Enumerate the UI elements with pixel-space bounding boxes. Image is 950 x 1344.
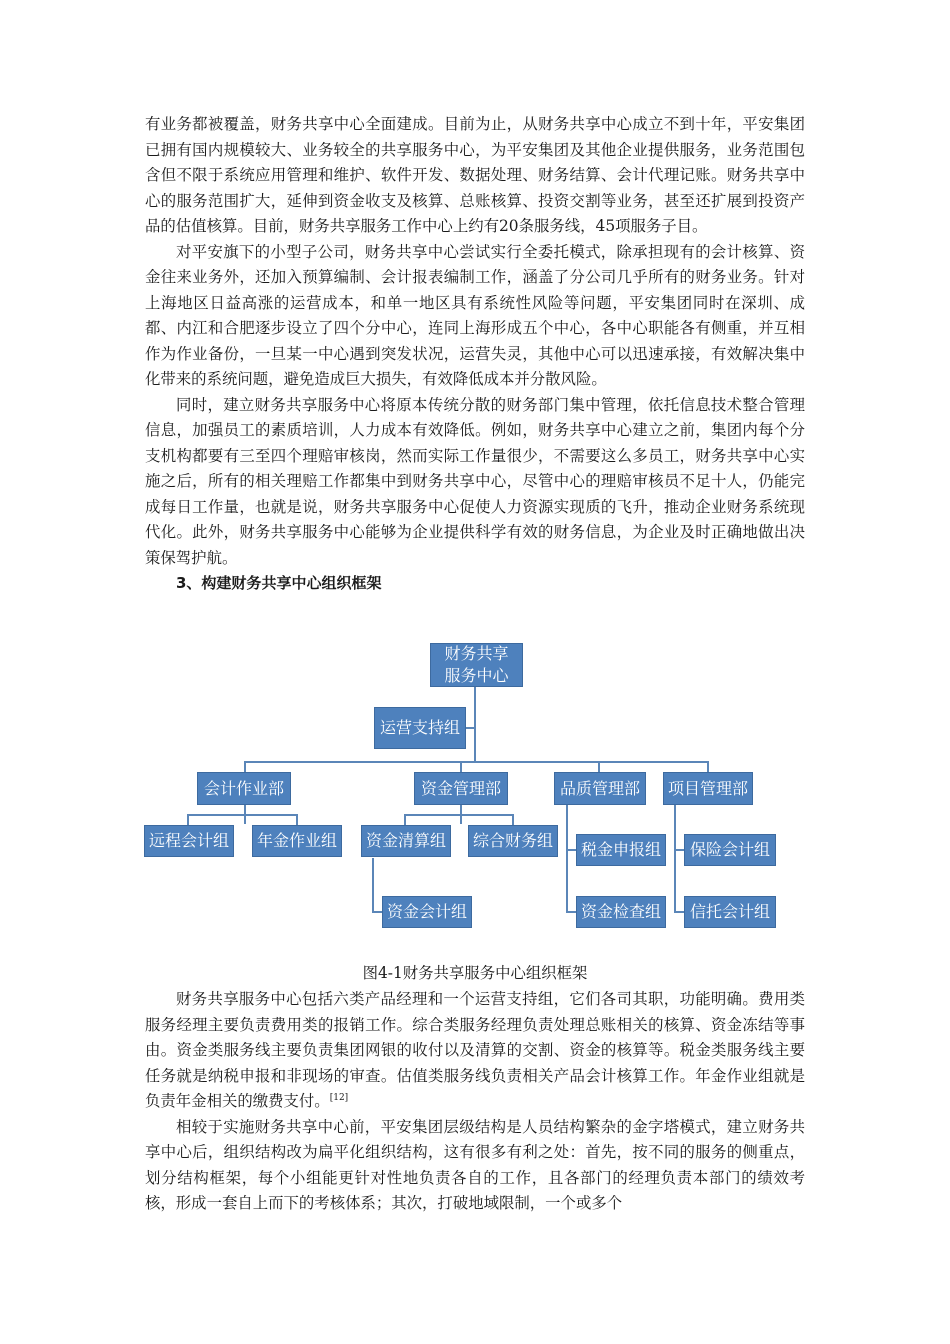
- paragraph-4-text: 财务共享服务中心包括六类产品经理和一个运营支持组，它们各司其职，功能明确。费用类服务经理主要负责费用类的报销工作。综合类服务经理负责处理总账相关的核算、资金冻结等事由。资金类服务线主要负责集团网银的收付以及清算的交割、资金的核算等。税金类服务线主要任务就是纳税申报和非现场的审查。估值类服务线负责相关产品会计核算工作。年金作业组就是负责年金相关的缴费支付。: [145, 990, 805, 1110]
- connector-line: [372, 911, 382, 913]
- org-node-quality-dept: 品质管理部: [554, 772, 646, 805]
- connector-line: [512, 814, 514, 825]
- org-node-general-finance: 综合财务组: [468, 825, 558, 857]
- connector-line: [404, 814, 514, 816]
- paragraph-3: 同时，建立财务共享服务中心将原本传统分散的财务部门集中管理，依托信息技术整合管理信息，加强员工的素质培训，人力成本有效降低。例如，财务共享中心建立之前，集团内每个分支机构都要有三至四个理赔审核岗，然而实际工作量很少，不需要这么多员工，财务共享中心实施之后，所有的相关理赔工作都集中到财务共享中心，尽管中心的理赔审核员不足十人，仍能完成每日工作量，也就是说，财务共享服务中心促使人力资源实现质的飞升，推动企业财务系统现代化。此外，财务共享服务中心能够为企业提供科学有效的财务信息，为企业及时正确地做出决策保驾护航。: [145, 395, 805, 567]
- org-node-trust-accounting: 信托会计组: [684, 896, 776, 928]
- body-text-top: [145, 112, 805, 597]
- connector-line: [244, 761, 708, 763]
- connector-line: [372, 858, 374, 912]
- connector-line: [474, 686, 476, 762]
- org-chart: [140, 640, 800, 940]
- connector-line: [296, 814, 298, 825]
- citation-ref[interactable]: [12]: [329, 1092, 349, 1103]
- org-node-root: 财务共享服务中心: [430, 643, 523, 687]
- org-node-remote-accounting: 远程会计组: [144, 825, 234, 857]
- connector-line: [566, 849, 576, 851]
- org-node-accounting-dept: 会计作业部: [197, 772, 291, 805]
- paragraph-5: 相较于实施财务共享中心前，平安集团层级结构是人员结构繁杂的金字塔模式，建立财务共享中心后，组织结构改为扁平化组织结构，这有很多有利之处：首先，按不同的服务的侧重点，划分结构框架，每个小组能更针对性地负责各自的工作，且各部门的经理负责本部门的绩效考核，形成一套自上而下的考核体系；其次，打破地域限制，一个或多个: [145, 1117, 805, 1212]
- connector-line: [674, 911, 684, 913]
- connector-line: [707, 761, 709, 772]
- org-node-funds-accounting: 资金会计组: [382, 896, 472, 928]
- connector-line: [187, 814, 189, 825]
- paragraph-4: [145, 987, 805, 1115]
- org-node-clearing: 资金清算组: [361, 825, 451, 857]
- org-node-project-dept: 项目管理部: [663, 772, 753, 805]
- connector-line: [187, 814, 298, 816]
- org-node-tax-filing: 税金申报组: [576, 834, 666, 866]
- paragraph-2: 对平安旗下的小型子公司，财务共享中心尝试实行全委托模式，除承担现有的会计核算、资金往来业务外，还加入预算编制、会计报表编制工作，涵盖了分公司几乎所有的财务业务。针对上海地区日益高涨的运营成本，和单一地区具有系统性风险等问题，平安集团同时在深圳、成都、内江和合肥逐步设立了四个分中心，连同上海形成五个中心，各中心职能各有侧重，并互相作为作业备份，一旦某一中心遇到突发状况，运营失灵，其他中心可以迅速承接，有效解决集中化带来的系统问题，避免造成巨大损失，有效降低成本并分散风险。: [145, 242, 805, 388]
- connector-line: [674, 849, 684, 851]
- connector-line: [566, 911, 576, 913]
- org-node-insurance-accounting: 保险会计组: [684, 834, 776, 866]
- paragraph-1: 有业务都被覆盖，财务共享中心全面建成。目前为止，从财务共享中心成立不到十年，平安集团已拥有国内规模较大、业务较全的共享服务中心，为平安集团及其他企业提供服务，业务范围包含但不限于系统应用管理和维护、软件开发、数据处理、财务结算、会计代理记账。财务共享中心的服务范围扩大，延伸到资金收支及核算、总账核算、投资交割等业务，甚至还扩展到投资产品的估值核算。目前，财务共享服务工作中心上约有20条服务线，45项服务子目。: [145, 115, 805, 235]
- figure-caption: 图4-1财务共享服务中心组织框架: [362, 964, 588, 982]
- connector-line: [404, 814, 406, 825]
- connector-line: [598, 761, 600, 772]
- connector-line: [244, 761, 246, 772]
- section-heading: 3、构建财务共享中心组织框架: [176, 574, 382, 592]
- org-node-support: 运营支持组: [374, 707, 466, 749]
- body-text-bottom: [145, 987, 805, 1217]
- connector-line: [674, 804, 676, 913]
- org-node-funds-dept: 资金管理部: [414, 772, 508, 805]
- connector-line: [460, 761, 462, 772]
- org-node-funds-audit: 资金检查组: [576, 896, 666, 928]
- connector-line: [566, 804, 568, 913]
- org-node-pension: 年金作业组: [252, 825, 342, 857]
